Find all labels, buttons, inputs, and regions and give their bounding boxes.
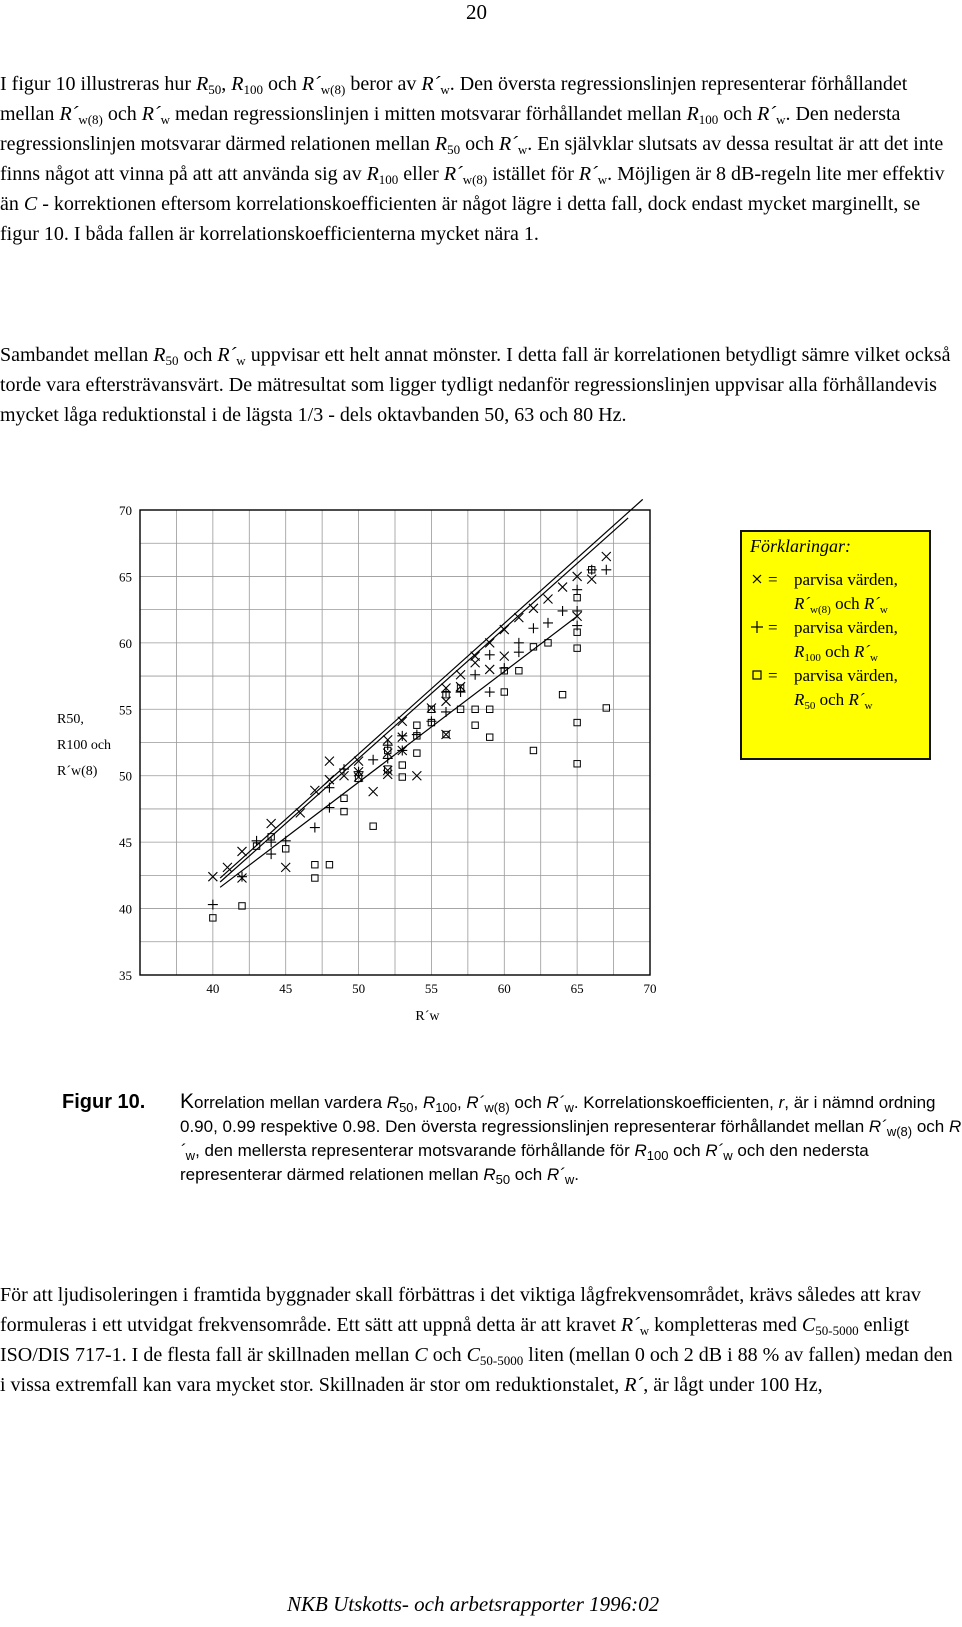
- x-tick-label: 60: [497, 981, 511, 996]
- paragraph-1: I figur 10 illustreras hur $R_{50}$, $R_{100}$ och $R´_{w(8)}$ beror av $R´_w$. Den översta regressionslinjen representerar förhållandet mellan $R´_{w(8)}$ och $R´_w$ medan regressionslinjen i mitten motsvarar förhållandet mellan $R_{100}$ och $R´_w$. Den nedersta regressionslinjen motsvarar därmed relationen mellan $R_{50}$ och $R´_w$. En självklar slutsats av dessa resultat är att det inte finns något att vinna på att att använda sig av $R_{100}$ eller $R´_{w(8)}$ istället för $R´_w$. Möjligen är 8 dB-regeln lite mer effektiv än C - korrektionen eftersom korrelationskoefficienten är något lägre i detta fall, dock endast mycket marginellt, se figur 10. I båda fallen är korrelationskoefficienterna mycket nära 1.: [0, 73, 945, 245]
- square-marker: [603, 705, 609, 711]
- plus-marker: [558, 606, 568, 616]
- x-marker: [223, 863, 232, 872]
- y-tick-label: 60: [119, 635, 132, 651]
- legend-title: Förklaringar:: [750, 536, 851, 556]
- square-marker: [312, 875, 318, 881]
- square-marker: [312, 862, 318, 868]
- y-axis-label: R100 och: [57, 738, 112, 753]
- square-marker-icon: [750, 664, 766, 688]
- plus-marker: [572, 606, 582, 616]
- square-marker: [487, 734, 493, 740]
- figure-caption: [62, 1090, 962, 1187]
- x-marker: [485, 665, 494, 674]
- x-marker: [602, 552, 611, 561]
- square-marker: [399, 774, 405, 780]
- x-tick-label: 55: [424, 981, 438, 996]
- square-marker: [341, 808, 347, 814]
- y-tick-label: 45: [119, 835, 132, 851]
- x-marker: [587, 575, 596, 584]
- plus-marker: [397, 731, 407, 741]
- y-tick-label: 35: [119, 968, 132, 983]
- plus-marker: [470, 670, 480, 680]
- legend-line2: $R_{50}$ och $R´_w$: [794, 690, 873, 712]
- plus-marker: [324, 803, 334, 813]
- x-axis-label: R´w: [415, 1009, 440, 1024]
- legend-line2: $R_{100}$ och $R´_w$: [794, 642, 878, 664]
- legend-line1: parvisa värden,: [794, 570, 898, 589]
- legend-eq: =: [768, 570, 778, 589]
- figure-label: Figur 10.: [62, 1091, 146, 1113]
- x-marker: [267, 819, 276, 828]
- legend-line1: parvisa värden,: [794, 618, 898, 637]
- legend-line1: parvisa värden,: [794, 666, 898, 685]
- plus-marker: [514, 647, 524, 657]
- legend-eq: =: [768, 666, 778, 685]
- plus-marker: [514, 638, 524, 648]
- plus-marker: [485, 650, 495, 660]
- x-marker: [544, 595, 553, 604]
- square-marker: [414, 722, 420, 728]
- legend-line2: $R´_{w(8)}$ och $R´_w$: [794, 594, 888, 616]
- regression-line: [220, 616, 577, 887]
- y-tick-label: 40: [119, 901, 132, 917]
- square-marker: [516, 668, 522, 674]
- plus-marker: [485, 687, 495, 697]
- y-axis-label: R50,: [57, 712, 84, 727]
- square-marker: [341, 795, 347, 801]
- plus-marker: [208, 900, 218, 910]
- plus-marker: [441, 707, 451, 717]
- data-points: [208, 552, 611, 921]
- square-marker: [399, 762, 405, 768]
- square-marker: [385, 766, 391, 772]
- x-marker: [471, 652, 480, 661]
- plus-marker: [543, 618, 553, 628]
- square-marker: [239, 903, 245, 909]
- page-footer: NKB Utskotts- och arbetsrapporter 1996:02: [287, 1592, 660, 1616]
- x-marker: [558, 583, 567, 592]
- paragraph-2: Sambandet mellan $R_{50}$ och $R´_w$ uppvisar ett helt annat mönster. I detta fall är korrelationen betydligt sämre vilket också torde vara eftersträvansvärt. De mätresultat som ligger tydligt nedanför regressionslinjen uppvisar alla förhållandevis mycket låga reduktionstal i de lägsta 1/3 - dels oktavbanden 50, 63 och 80 Hz.: [0, 344, 951, 426]
- paragraph-3: För att ljudisoleringen i framtida byggnader skall förbättras i det viktiga lågfrekvensområdet, krävs således att krav formuleras i ett utvidgat frekvensområde. Ett sätt att uppnå detta är att kravet $R´_w$ kompletteras med $C_{50-5000}$ enligt ISO/DIS 717-1. I de flesta fall är skillnaden mellan C och $C_{50-5000}$ liten (mellan 0 och 2 dB i 88 % av fallen) medan den i vissa extremfall kan vara mycket stor. Skillnaden är stor om reduktionstalet, R´, är lågt under 100 Hz,: [0, 1284, 953, 1396]
- x-marker: [456, 670, 465, 679]
- square-marker: [472, 722, 478, 728]
- plus-marker: [310, 823, 320, 833]
- page-number: 20: [466, 0, 487, 24]
- legend: [740, 530, 931, 760]
- y-tick-label: 65: [119, 569, 132, 585]
- y-tick-label: 70: [119, 503, 132, 518]
- square-marker: [370, 823, 376, 829]
- figure-caption-body: Korrelation mellan vardera $R_{50}$, $R_{100}$, $R´_{w(8)}$ och $R´_w$. Korrelationskoefficienten, r, är i nämnd ordning 0.90, 0.99 respektive 0.98. Den översta regressionslinjen representerar förhållandet mellan $R´_{w(8)}$ och $R´_w$, den mellersta representerar motsvarande förhållande för $R_{100}$ och $R´_w$ och den nedersta representerar därmed relationen mellan $R_{50}$ och $R´_w$.: [180, 1090, 962, 1187]
- plus-marker: [368, 755, 378, 765]
- x-marker: [325, 757, 334, 766]
- y-tick-label: 55: [119, 702, 132, 718]
- square-marker: [559, 691, 565, 697]
- x-marker: [369, 787, 378, 796]
- square-marker: [530, 747, 536, 753]
- plus-marker: [383, 753, 393, 763]
- square-marker: [414, 750, 420, 756]
- x-marker: [529, 604, 538, 613]
- plus-marker: [572, 585, 582, 595]
- x-tick-label: 65: [570, 981, 584, 996]
- square-marker: [326, 862, 332, 868]
- plus-marker: [601, 565, 611, 575]
- x-tick-label: 45: [279, 981, 293, 996]
- plus-marker-icon: [750, 616, 766, 640]
- plus-marker: [281, 836, 291, 846]
- x-marker: [238, 847, 247, 856]
- x-tick-label: 70: [643, 981, 657, 996]
- plus-marker: [324, 783, 334, 793]
- y-tick-label: 50: [119, 768, 132, 784]
- y-axis-label: R´w(8): [57, 764, 98, 779]
- plus-marker: [528, 623, 538, 633]
- x-marker: [398, 717, 407, 726]
- x-marker-icon: [750, 568, 766, 592]
- x-tick-label: 50: [352, 981, 366, 996]
- x-tick-label: 40: [206, 981, 220, 996]
- legend-eq: =: [768, 618, 778, 637]
- regression-line: [220, 518, 628, 882]
